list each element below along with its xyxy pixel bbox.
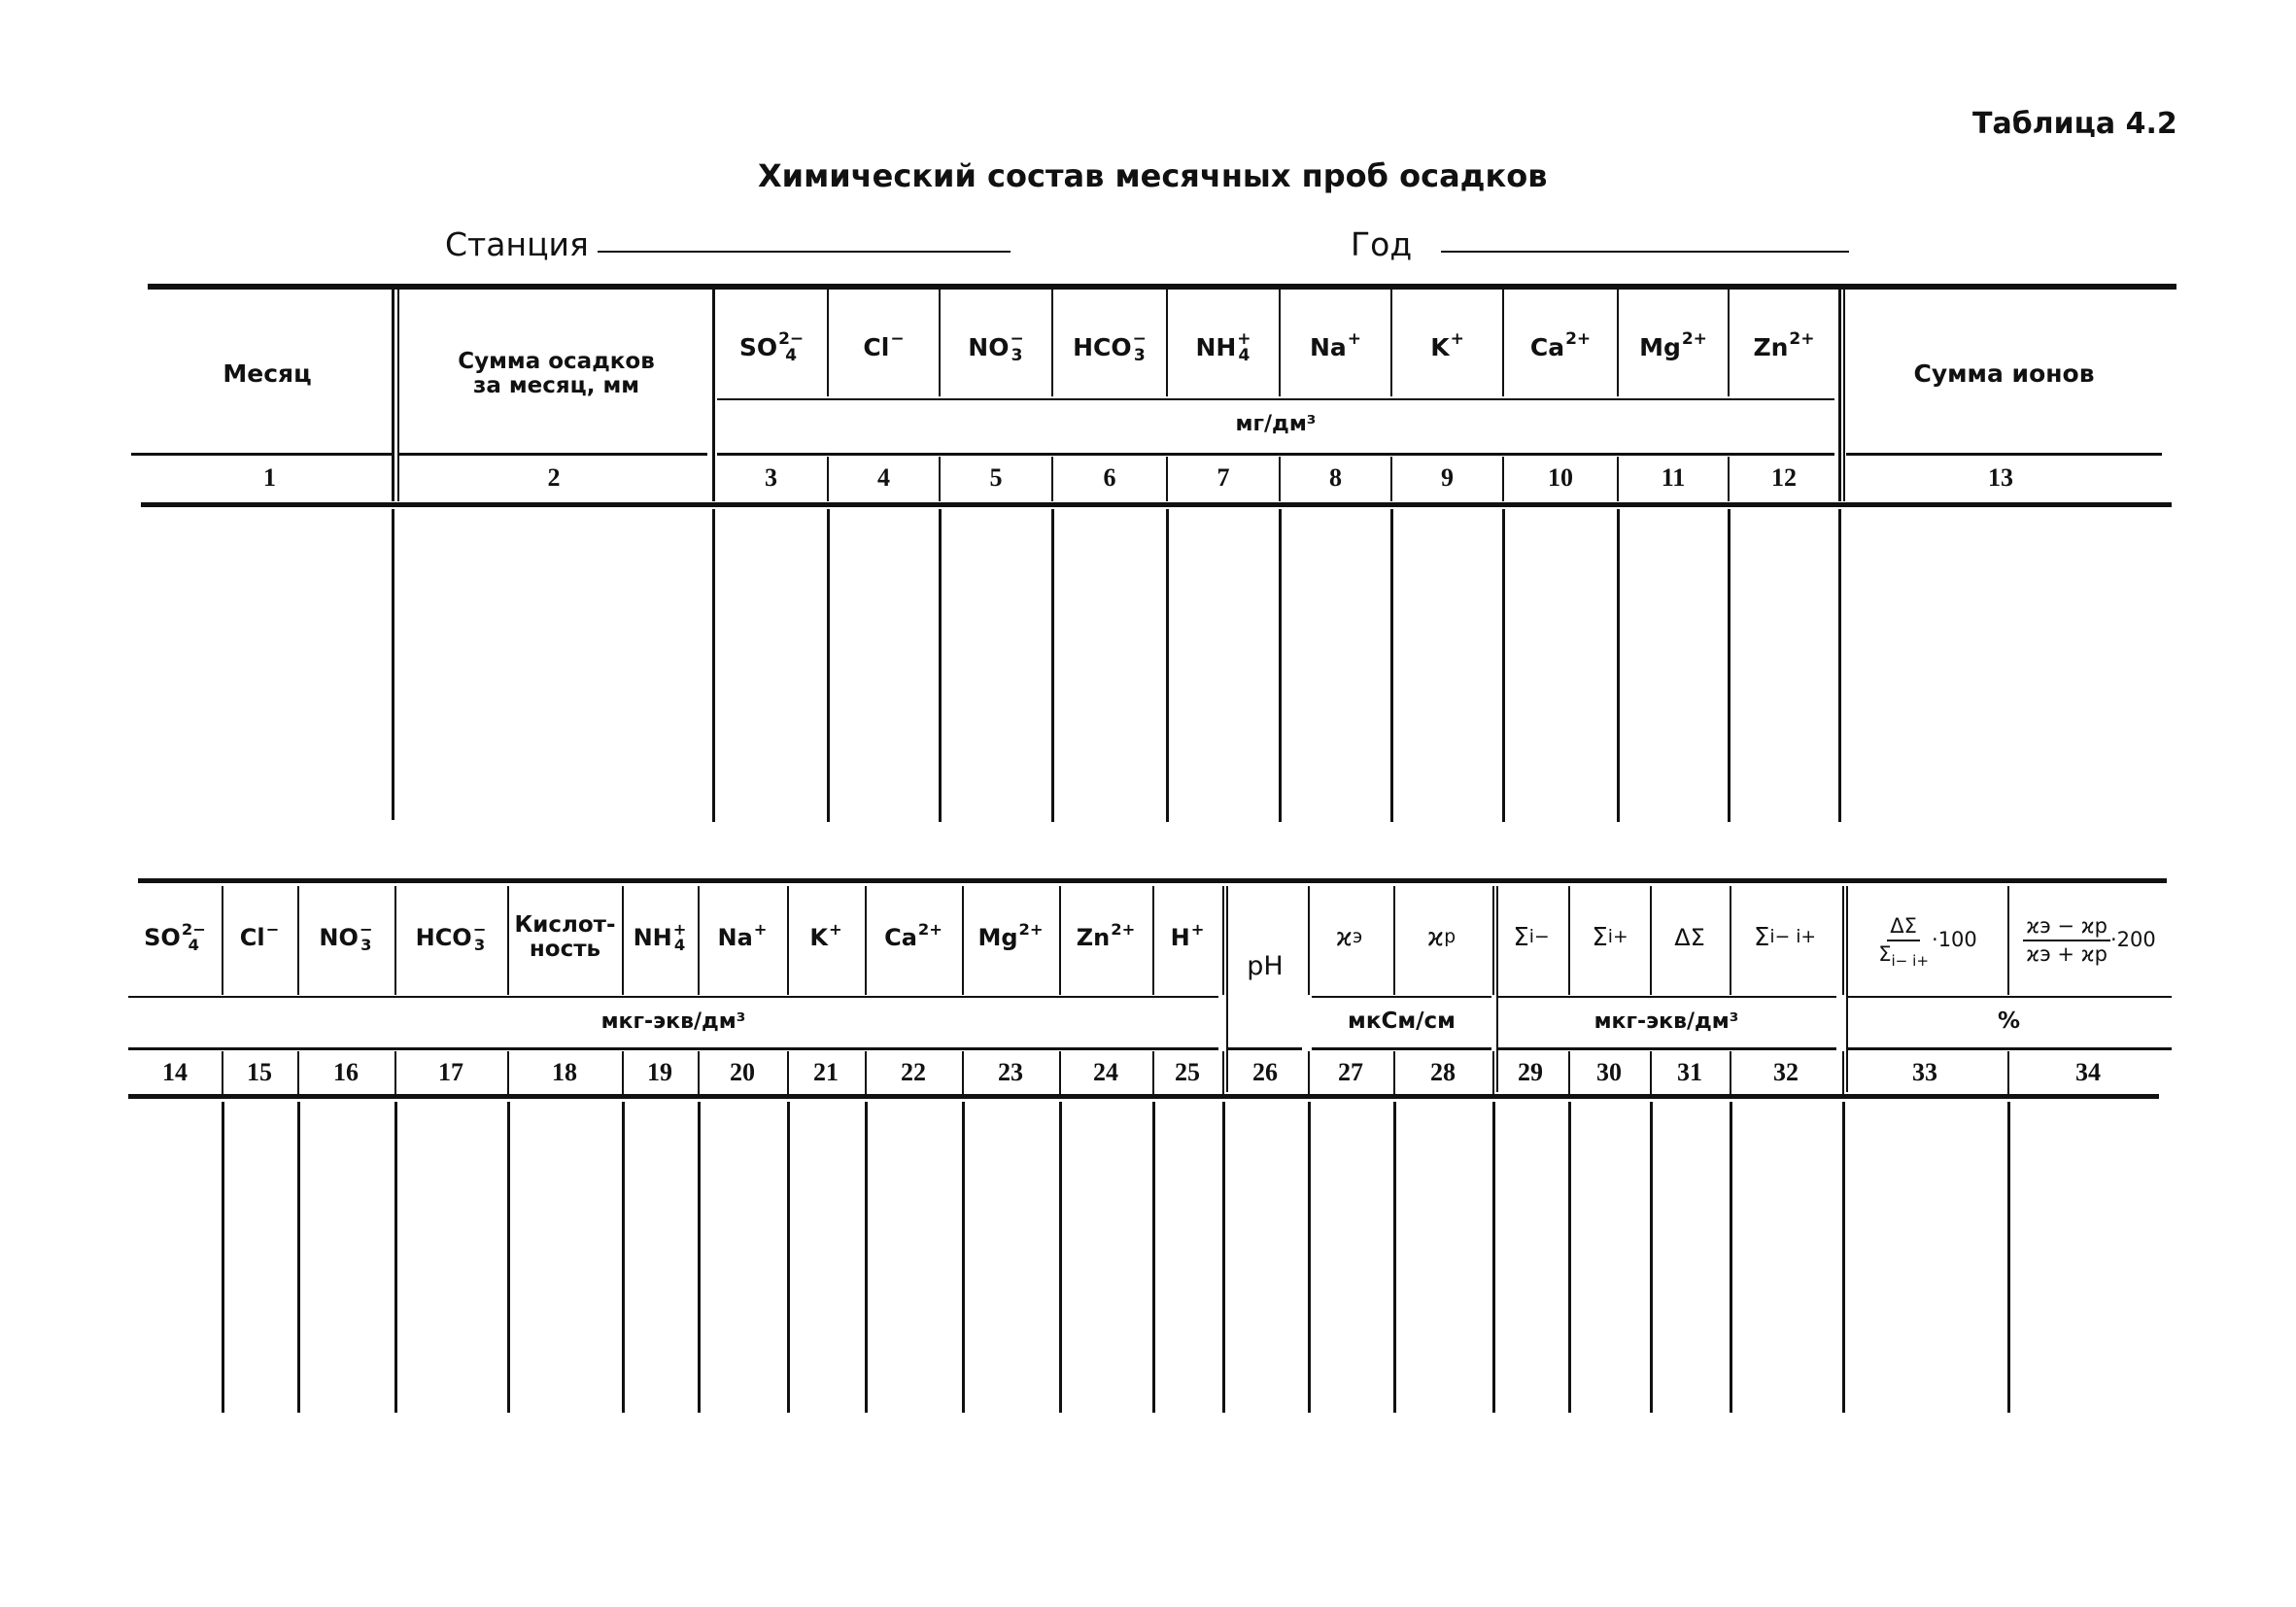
header-ion-24: Zn 2+ bbox=[1076, 919, 1136, 951]
column-number: 18 bbox=[552, 1057, 577, 1086]
header-precipitation: Сумма осадков за месяц, мм bbox=[458, 348, 655, 398]
column-number: 13 bbox=[1988, 463, 2013, 493]
header-ion-9: K + bbox=[1430, 329, 1464, 362]
header-ion-12: Zn 2+ bbox=[1753, 329, 1815, 362]
column-number: 31 bbox=[1677, 1057, 1702, 1086]
column-number: 24 bbox=[1093, 1057, 1118, 1086]
header-ph: pH bbox=[1247, 951, 1284, 982]
column-number: 33 bbox=[1912, 1057, 1937, 1086]
header-ion-3: SO 2− 4 bbox=[738, 329, 805, 365]
header-ion-10: Ca 2+ bbox=[1529, 329, 1592, 362]
column-number: 22 bbox=[901, 1057, 926, 1086]
header-sum-plus: Σ i+ bbox=[1592, 922, 1628, 952]
column-number: 23 bbox=[998, 1057, 1023, 1086]
page-title: Химический состав месячных проб осадков bbox=[758, 157, 1548, 194]
header-ion-5: NO − 3 bbox=[968, 329, 1024, 365]
header-kappa-p: ϰ р bbox=[1426, 922, 1456, 952]
header-ion-sum: Сумма ионов bbox=[1913, 359, 2095, 389]
header-ion-25: H + bbox=[1170, 919, 1205, 951]
year-field[interactable] bbox=[1441, 251, 1849, 253]
column-number: 12 bbox=[1771, 463, 1797, 493]
column-number: 17 bbox=[438, 1057, 463, 1086]
header-kappa-e: ϰ э bbox=[1335, 922, 1363, 952]
header-ion-19: NH + 4 bbox=[633, 919, 687, 954]
column-number: 20 bbox=[730, 1057, 755, 1086]
station-label: Станция bbox=[445, 225, 589, 263]
table-number: Таблица 4.2 bbox=[1972, 107, 2177, 141]
header-delta-sum: ΔΣ bbox=[1674, 923, 1705, 951]
unit-percent: % bbox=[1997, 1009, 2021, 1035]
header-ion-6: HCO − 3 bbox=[1073, 329, 1147, 365]
column-number: 3 bbox=[765, 463, 777, 493]
header-sum-all: Σ i− i+ bbox=[1753, 922, 1817, 952]
column-number: 32 bbox=[1773, 1057, 1799, 1086]
header-ion-14: SO 2− 4 bbox=[144, 919, 206, 954]
column-number: 19 bbox=[647, 1057, 672, 1086]
unit-eq-2: мкг-экв/дм³ bbox=[1593, 1009, 1739, 1034]
unit-conductivity: мкСм/см bbox=[1348, 1009, 1456, 1035]
header-month: Месяц bbox=[223, 359, 312, 389]
column-number: 30 bbox=[1596, 1057, 1622, 1086]
column-number: 21 bbox=[813, 1057, 839, 1086]
column-number: 9 bbox=[1441, 463, 1454, 493]
header-ion-4: Cl − bbox=[863, 329, 905, 362]
unit-mg-per-dm3: мг/дм³ bbox=[1235, 412, 1317, 437]
header-ion-16: NO − 3 bbox=[319, 919, 373, 954]
year-label: Год bbox=[1351, 225, 1413, 263]
column-number: 28 bbox=[1430, 1057, 1456, 1086]
column-number: 4 bbox=[877, 463, 890, 493]
header-ion-22: Ca 2+ bbox=[884, 919, 942, 951]
header-ion-15: Cl − bbox=[239, 919, 280, 951]
station-field[interactable] bbox=[598, 251, 1011, 253]
header-formula-33: $\frac{\Delta\Sigma}{\Sigma_{i- i+}}$ ·100 bbox=[1878, 913, 1977, 971]
header-ion-11: Mg 2+ bbox=[1639, 329, 1707, 362]
header-ion-21: K + bbox=[809, 919, 842, 951]
header-formula-34: $\frac{ϰэ - ϰр}{ϰэ + ϰр}$ ·200 bbox=[2009, 892, 2170, 989]
column-number: 2 bbox=[547, 463, 561, 493]
column-number: 15 bbox=[247, 1057, 272, 1086]
column-number: 5 bbox=[989, 463, 1003, 493]
column-number: 29 bbox=[1518, 1057, 1543, 1086]
header-acidity: Кислот- ность bbox=[514, 911, 616, 962]
column-number: 26 bbox=[1252, 1057, 1278, 1086]
column-number: 34 bbox=[2075, 1057, 2101, 1086]
header-sum-minus: Σ i− bbox=[1513, 922, 1550, 952]
header-ion-20: Na + bbox=[717, 919, 768, 951]
column-number: 11 bbox=[1661, 463, 1686, 493]
column-number: 7 bbox=[1217, 463, 1230, 493]
column-number: 1 bbox=[263, 463, 276, 493]
column-number: 27 bbox=[1338, 1057, 1363, 1086]
column-number: 10 bbox=[1548, 463, 1573, 493]
column-number: 8 bbox=[1329, 463, 1342, 493]
header-ion-8: Na + bbox=[1309, 329, 1362, 362]
header-ion-17: HCO − 3 bbox=[415, 919, 487, 954]
header-ion-7: NH + 4 bbox=[1195, 329, 1251, 365]
column-number: 6 bbox=[1103, 463, 1116, 493]
column-number: 14 bbox=[162, 1057, 188, 1086]
unit-eq-1: мкг-экв/дм³ bbox=[600, 1009, 746, 1034]
header-ion-23: Mg 2+ bbox=[977, 919, 1044, 951]
column-number: 25 bbox=[1175, 1057, 1200, 1086]
column-number: 16 bbox=[333, 1057, 359, 1086]
